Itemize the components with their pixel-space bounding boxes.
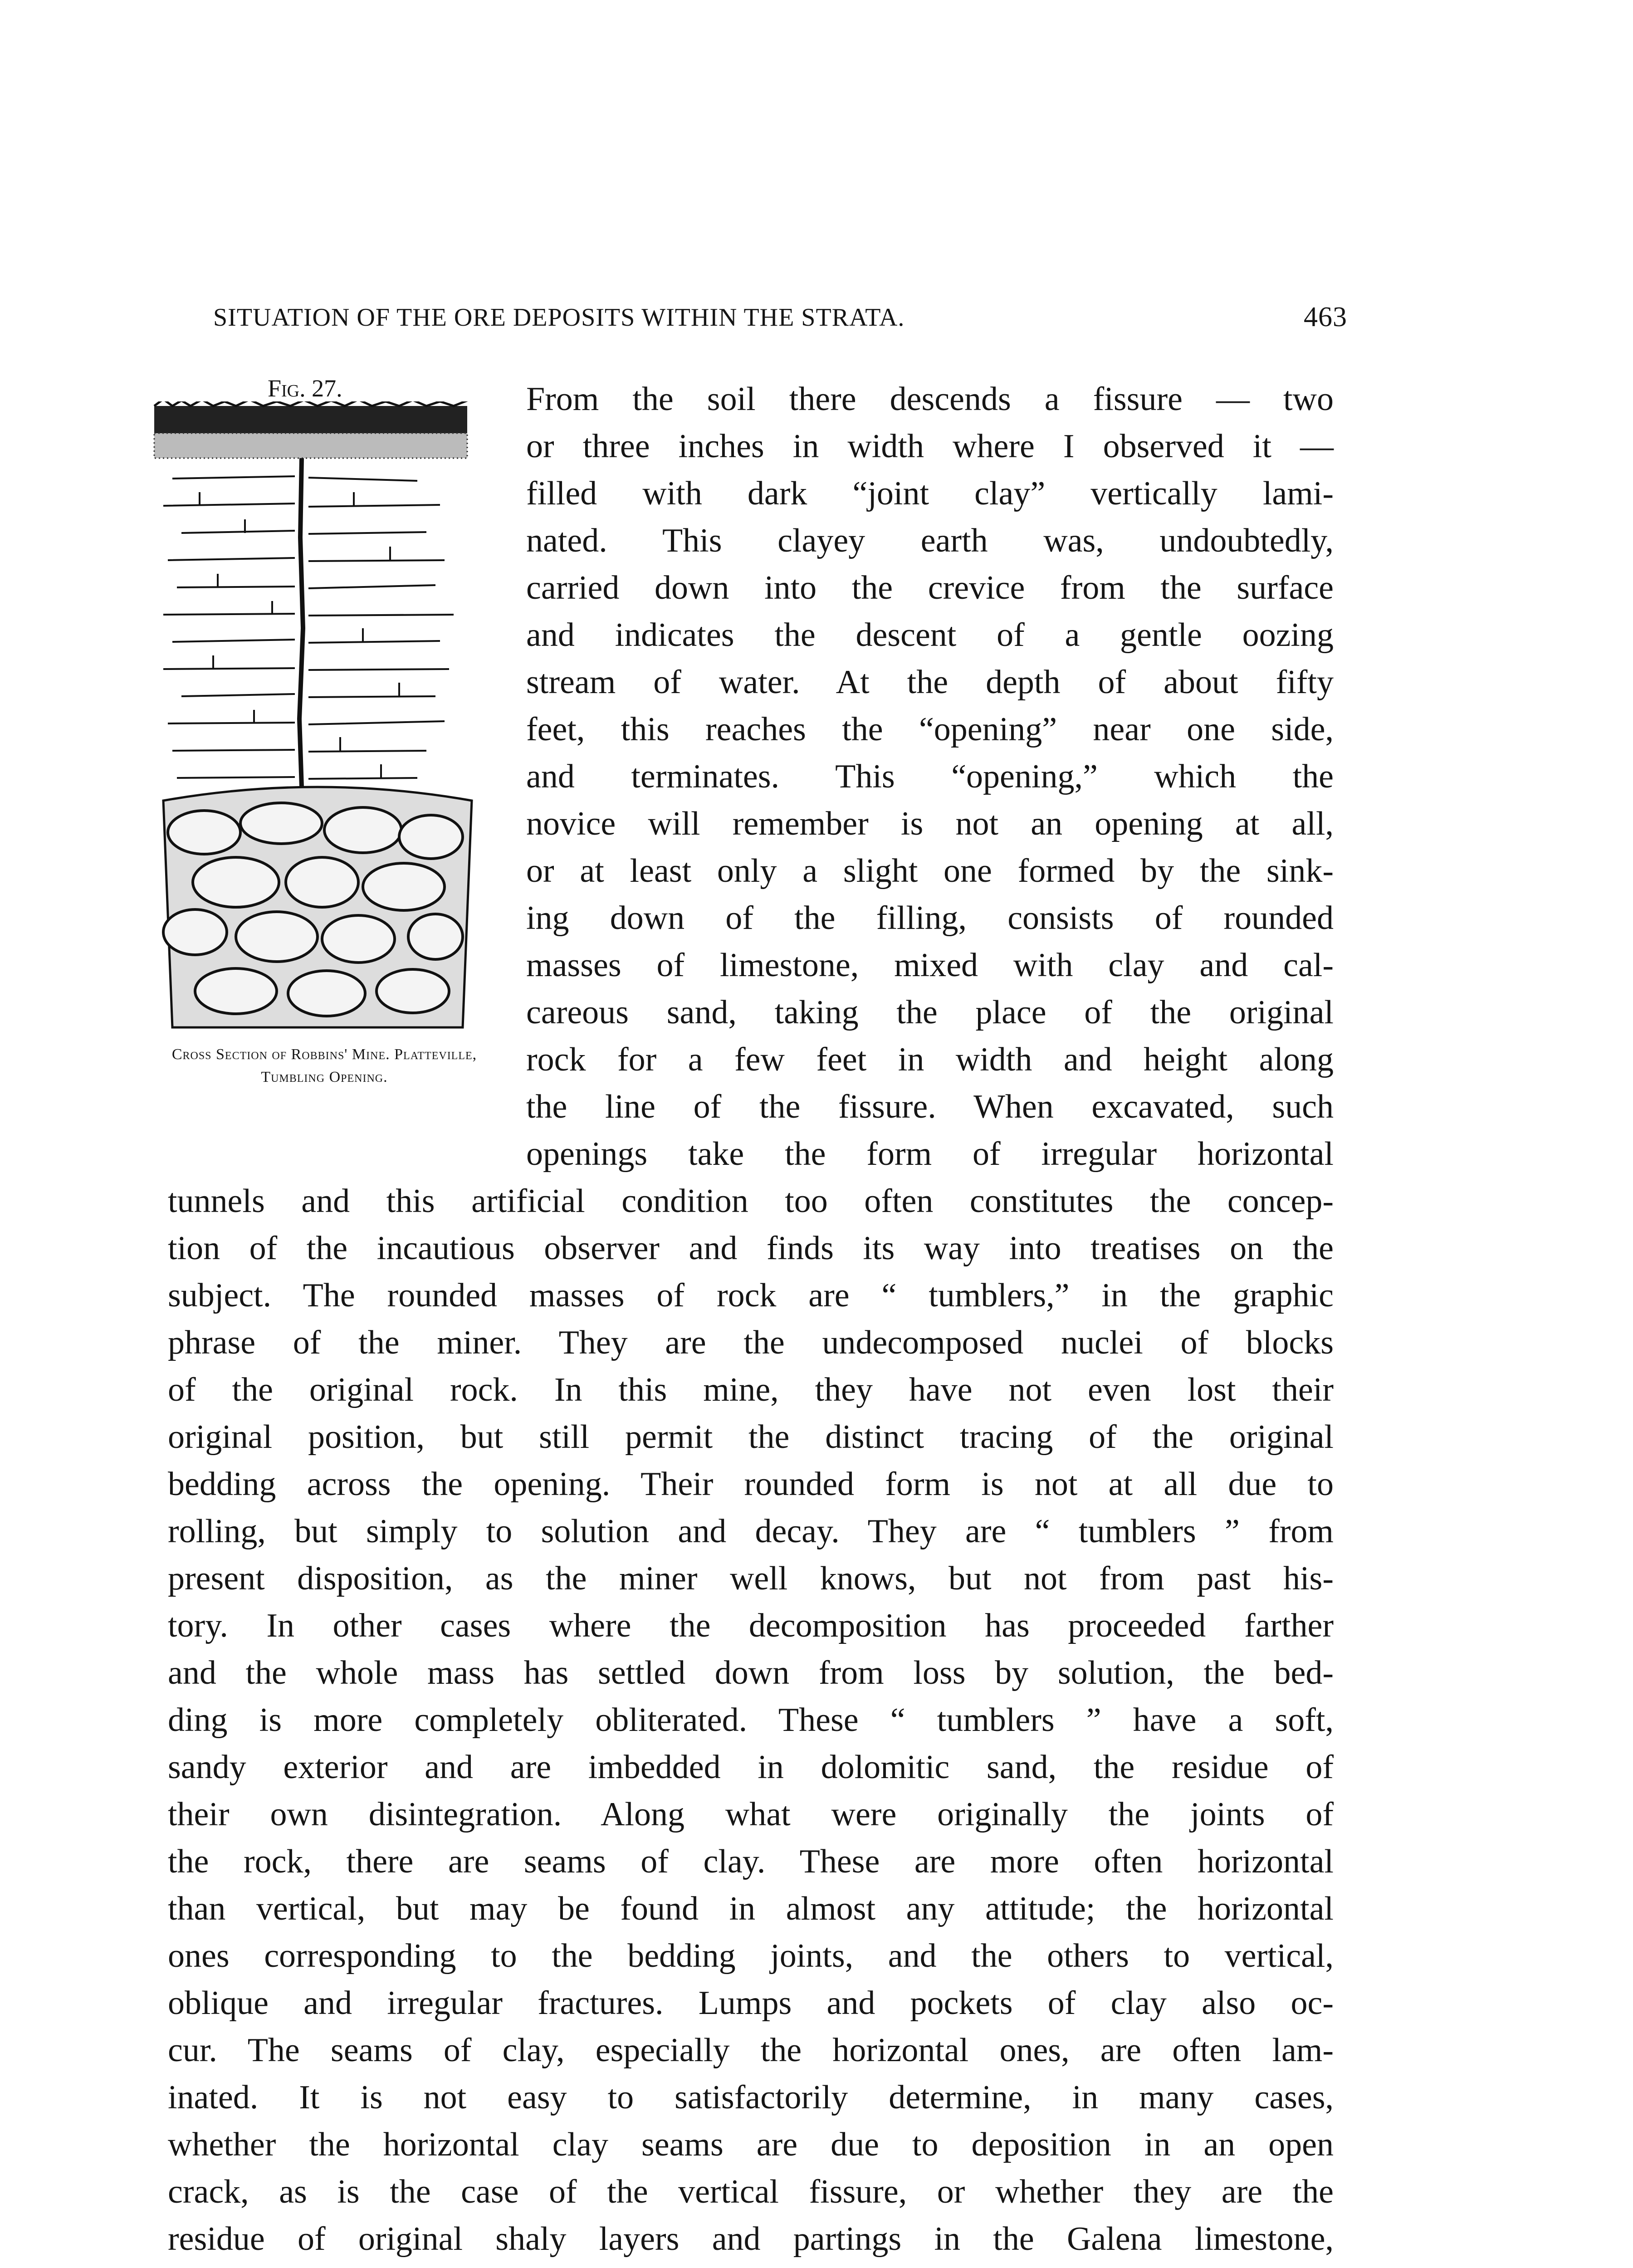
figure-label: Fig. 27. bbox=[268, 375, 342, 402]
page-number: 463 bbox=[1304, 302, 1347, 332]
text-line: feet, this reaches the “opening” near one side, bbox=[526, 711, 1334, 748]
text-line: filled with dark “joint clay” vertically lami- bbox=[526, 475, 1334, 512]
text-line: oblique and irregular fractures. Lumps and pockets of clay also oc- bbox=[168, 1984, 1334, 2022]
text-line: novice will remember is not an opening at all, bbox=[526, 805, 1334, 842]
text-line: phrase of the miner. They are the undecomposed nuclei of blocks bbox=[168, 1324, 1334, 1361]
vertical-fissure bbox=[299, 458, 303, 801]
text-line: present disposition, as the miner well knows, but not from past his- bbox=[168, 1560, 1334, 1597]
text-line: sandy exterior and are imbedded in dolomitic sand, the residue of bbox=[168, 1749, 1334, 1786]
text-line: rock for a few feet in width and height along bbox=[526, 1041, 1334, 1078]
running-title: SITUATION OF THE ORE DEPOSITS WITHIN THE STRATA. bbox=[213, 303, 905, 332]
text-line: residue of original shaly layers and partings in the Galena limestone, bbox=[168, 2220, 1334, 2258]
text-line: the line of the fissure. When excavated, such bbox=[526, 1088, 1334, 1125]
text-line: ding is more completely obliterated. These “ tumblers ” have a soft, bbox=[168, 1701, 1334, 1739]
text-line bbox=[168, 2263, 1334, 2268]
figure-27 bbox=[145, 374, 504, 1191]
text-line: tion of the incautious observer and finds its way into treatises on the bbox=[168, 1230, 1334, 1267]
text-line: than vertical, but may be found in almost any attitude; the horizontal bbox=[168, 1890, 1334, 1927]
text-line: masses of limestone, mixed with clay and cal- bbox=[526, 947, 1334, 984]
text-line: crack, as is the case of the vertical fissure, or whether they are the bbox=[168, 2173, 1334, 2210]
soil-layer bbox=[154, 401, 467, 458]
text-line: original position, but still permit the distinct tracing of the original bbox=[168, 1418, 1334, 1456]
text-line: From the soil there descends a fissure — two bbox=[526, 381, 1334, 418]
text-line: and the whole mass has settled down from loss by solution, the bed- bbox=[168, 1654, 1334, 1691]
text-line: cur. The seams of clay, especially the horizontal ones, are often lam- bbox=[168, 2032, 1334, 2069]
text-line: ones corresponding to the bedding joints, and the others to vertical, bbox=[168, 1937, 1334, 1975]
text-line: and terminates. This “opening,” which the bbox=[526, 758, 1334, 795]
text-line: of the original rock. In this mine, they have not even lost their bbox=[168, 1371, 1334, 1408]
text-line: inated. It is not easy to satisfactorily determine, in many cases, bbox=[168, 2079, 1334, 2116]
text-line: openings take the form of irregular horizontal bbox=[526, 1135, 1334, 1173]
text-line: the rock, there are seams of clay. These are more often horizontal bbox=[168, 1843, 1334, 1880]
text-line: their own disintegration. Along what were originally the joints of bbox=[168, 1796, 1334, 1833]
text-line: careous sand, taking the place of the original bbox=[526, 994, 1334, 1031]
bedding-lines bbox=[163, 476, 454, 779]
text-line: nated. This clayey earth was, undoubtedly, bbox=[526, 522, 1334, 559]
text-line: subject. The rounded masses of rock are “ tumblers,” in the graphic bbox=[168, 1277, 1334, 1314]
text-line: or at least only a slight one formed by the sink- bbox=[526, 852, 1334, 890]
text-line: bedding across the opening. Their rounded form is not at all due to bbox=[168, 1466, 1334, 1503]
text-line: whether the horizontal clay seams are due to deposition in an open bbox=[168, 2126, 1334, 2163]
text-line: ing down of the filling, consists of rounded bbox=[526, 899, 1334, 937]
text-line: stream of water. At the depth of about fifty bbox=[526, 664, 1334, 701]
text-line: rolling, but simply to solution and decay. They are “ tumblers ” from bbox=[168, 1513, 1334, 1550]
cross-section-illustration bbox=[145, 401, 490, 1036]
text-line: carried down into the crevice from the surface bbox=[526, 569, 1334, 606]
text-line: tory. In other cases where the decomposition has proceeded farther bbox=[168, 1607, 1334, 1644]
text-line: tunnels and this artificial condition too often constitutes the concep- bbox=[168, 1183, 1334, 1220]
text-line: and indicates the descent of a gentle oozing bbox=[526, 616, 1334, 654]
text-line: or three inches in width where I observed it — bbox=[526, 428, 1334, 465]
running-header bbox=[213, 303, 1347, 344]
figure-caption: Cross Section of Robbins' Mine. Platteville, Tumbling Opening. bbox=[171, 1046, 477, 1085]
tumblers-opening bbox=[163, 787, 472, 1027]
